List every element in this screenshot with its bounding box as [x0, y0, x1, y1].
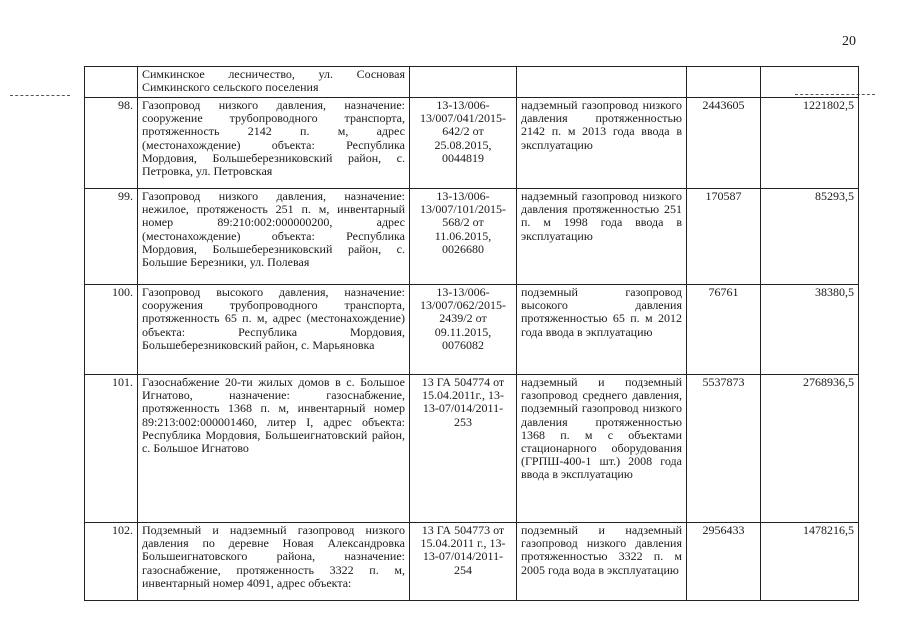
- row-number: 98.: [85, 98, 138, 189]
- object-description: Газопровод низкого давления, назначение: сооружение трубопроводного транспорта, протяженность 2142 п. м, адрес (местонахождение) объекта: Республика Мордовия, Большеберезниковский район, с. Петровка, ул. Петровская: [138, 98, 410, 189]
- technical-characteristics: надземный газопровод низкого давления протяженностью 2142 п. м 2013 года ввода в эксплуатацию: [517, 98, 687, 189]
- object-description: Газопровод высокого давления, назначение: сооружения трубопроводного транспорта, протяженность 65 п. м, адрес (местонахождение) объекта: Республика Мордовия, Большеберезниковский район, с. Марьяновка: [138, 285, 410, 375]
- row-number: 101.: [85, 375, 138, 523]
- table-row: [85, 375, 859, 523]
- table-row: [85, 523, 859, 601]
- cost-value: 170587: [687, 189, 761, 285]
- cost-value: 2443605: [687, 98, 761, 189]
- residual-value: [761, 67, 859, 98]
- registration-details: 13 ГА 504773 от 15.04.2011 г., 13-13-07/014/2011-254: [410, 523, 517, 601]
- table-row: [85, 285, 859, 375]
- registration-details: 13 ГА 504774 от 15.04.2011г., 13-13-07/014/2011-253: [410, 375, 517, 523]
- registration-details: 13-13/006-13/007/041/2015-642/2 от 25.08.2015, 0044819: [410, 98, 517, 189]
- residual-value: 2768936,5: [761, 375, 859, 523]
- technical-characteristics: [517, 67, 687, 98]
- cost-value: 76761: [687, 285, 761, 375]
- scan-artifact-line: [10, 95, 70, 96]
- table-row: [85, 98, 859, 189]
- object-description: Симкинское лесничество, ул. Сосновая Симкинского сельского поселения: [138, 67, 410, 98]
- cost-value: [687, 67, 761, 98]
- residual-value: 38380,5: [761, 285, 859, 375]
- residual-value: 1478216,5: [761, 523, 859, 601]
- object-description: Подземный и надземный газопровод низкого давления по деревне Новая Александровка Большеигнатовского района, назначение: газоснабжение, протяженность 3322 п. м, инвентарный номер 4091, адрес объекта:: [138, 523, 410, 601]
- cost-value: 2956433: [687, 523, 761, 601]
- object-description: Газопровод низкого давления, назначение: нежилое, протяженость 251 п. м, инвентарный номер 89:210:002:000000200, адрес (местонахождение) объекта: Республика Мордовия, Большеберезниковский район, с. Большие Березники, ул. Полевая: [138, 189, 410, 285]
- registration-details: [410, 67, 517, 98]
- table-row: [85, 67, 859, 98]
- object-description: Газоснабжение 20-ти жилых домов в с. Большое Игнатово, назначение: газоснабжение, протяженность 1368 п. м, инвентарный номер 89:213:002:000001460, литер I, адрес объекта: Республика Мордовия, Большеигнатовский район, с. Большое Игнатово: [138, 375, 410, 523]
- row-number: [85, 67, 138, 98]
- residual-value: 85293,5: [761, 189, 859, 285]
- row-number: 99.: [85, 189, 138, 285]
- table-body: [85, 67, 859, 601]
- page-number: 20: [842, 34, 856, 49]
- registration-details: 13-13/006-13/007/062/2015-2439/2 от 09.11.2015, 0076082: [410, 285, 517, 375]
- residual-value: 1221802,5: [761, 98, 859, 189]
- registration-details: 13-13/006-13/007/101/2015-568/2 от 11.06.2015, 0026680: [410, 189, 517, 285]
- technical-characteristics: надземный и подземный газопровод среднего давления, подземный газопровод низкого давления протяженностью 1368 п. м с объектами стационарного оборудования (ГРПШ-400-1 шт.) 2008 года ввода в эксплуатацию: [517, 375, 687, 523]
- technical-characteristics: надземный газопровод низкого давления протяженностью 251 п. м 1998 года ввода в эксплуатацию: [517, 189, 687, 285]
- cost-value: 5537873: [687, 375, 761, 523]
- row-number: 100.: [85, 285, 138, 375]
- property-table: [84, 66, 859, 601]
- row-number: 102.: [85, 523, 138, 601]
- table-row: [85, 189, 859, 285]
- technical-characteristics: подземный газопровод высокого давления протяженностью 65 п. м 2012 года ввода в экплуатацию: [517, 285, 687, 375]
- technical-characteristics: подземный и надземный газопровод низкого давления протяженностью 3322 п. м 2005 года вода в эксплуатацию: [517, 523, 687, 601]
